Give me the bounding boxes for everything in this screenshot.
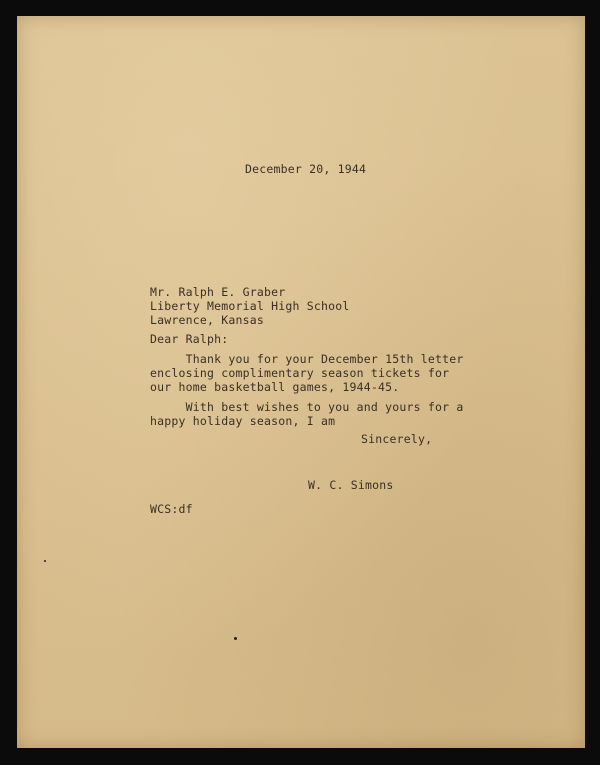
body-paragraph-2 [150,400,463,428]
recipient-name: Mr. Ralph E. Graber [150,285,286,299]
paragraph-1-line-2: enclosing complimentary season tickets for [150,366,450,380]
body-paragraph-1 [150,352,463,394]
paragraph-1-line-1: Thank you for your December 15th letter [150,352,464,366]
paper-speck [44,560,46,562]
reference-initials: WCS:df [150,502,193,516]
paragraph-1-line-3: our home basketball games, 1944-45. [150,380,400,394]
paragraph-2-line-1: With best wishes to you and yours for a [150,400,464,414]
letter-date: December 20, 1944 [245,162,367,176]
complimentary-close: Sincerely, [361,432,433,446]
letter-page [17,16,585,748]
recipient-city: Lawrence, Kansas [150,313,264,327]
recipient-address [150,285,349,327]
salutation: Dear Ralph: [150,332,229,346]
paper-speck [234,637,237,640]
paragraph-2-line-2: happy holiday season, I am [150,414,336,428]
signer-name: W. C. Simons [308,478,394,492]
recipient-organization: Liberty Memorial High School [150,299,350,313]
